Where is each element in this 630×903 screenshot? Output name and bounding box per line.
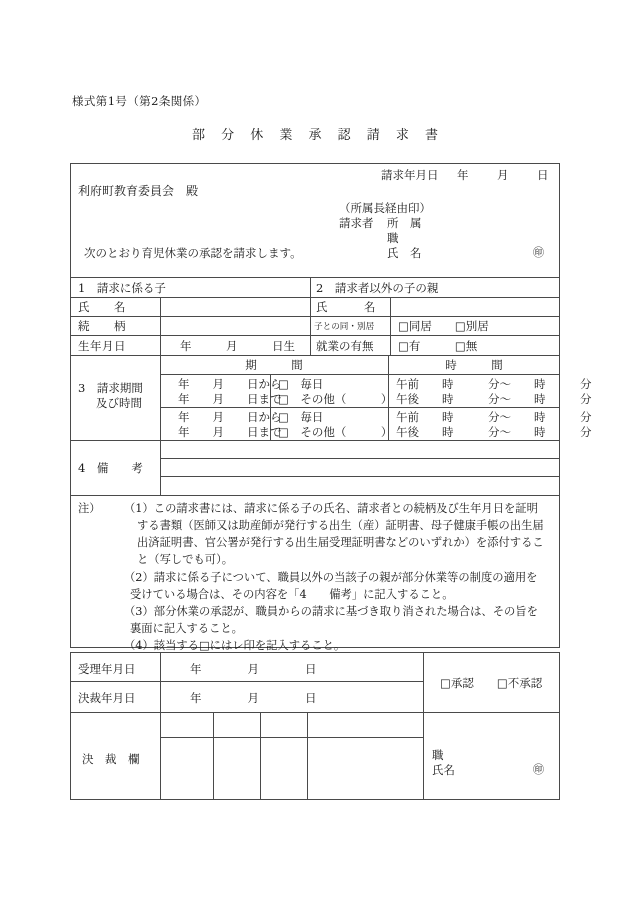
note-4-line-0: （4）該当する□にはレ印を記入すること。 — [124, 639, 346, 653]
sec1-row-1-value[interactable] — [168, 319, 304, 335]
stamp-cell-2[interactable] — [261, 740, 306, 798]
sec1-divider-0 — [70, 316, 310, 317]
request-date-year[interactable]: 年 — [457, 168, 469, 182]
request-date-month[interactable]: 月 — [497, 168, 509, 182]
stamp-cell-3[interactable] — [308, 740, 422, 798]
section2-heading: 2 請求者以外の子の親 — [316, 281, 439, 295]
receipt-date-value[interactable]: 年 月 日 — [190, 662, 317, 676]
sec3-heading-line1: 3 請求期間 — [78, 381, 143, 395]
officer-seal-mark: ㊞ — [533, 763, 544, 776]
sec2-row-0-value[interactable] — [398, 300, 554, 316]
addressee: 利府町教育委員会 殿 — [78, 184, 199, 198]
notes-label: 注） — [78, 502, 101, 515]
sec1-label-divider — [160, 297, 161, 355]
sec4-value[interactable] — [166, 445, 556, 491]
stamp-header-cell-1[interactable] — [214, 717, 259, 736]
sec3-block-1-time-am[interactable]: 午前 時 分～ 時 分 — [396, 410, 592, 424]
sec1-row-2-value[interactable]: 年 月 日生 — [180, 339, 295, 353]
name-label: 氏 名 — [387, 246, 422, 260]
requester-seal-mark: ㊞ — [533, 246, 544, 259]
decision-column-label: 決 裁 欄 — [82, 752, 140, 766]
sec3-heading-line2: 及び時間 — [96, 396, 142, 410]
divider-above-section3 — [70, 355, 560, 356]
stamp-cell-0[interactable] — [161, 740, 212, 798]
sec3-block-1-option-other[interactable]: □ その他（ ） — [278, 425, 393, 439]
via-chief-label: （所属長経由印） — [339, 201, 431, 215]
sec1-row-0-label: 氏 名 — [78, 300, 126, 314]
note-1-line-2: 出済証明書、官公署が発行する出生届受理証明書などのいずれか）を添付するこ — [137, 536, 544, 550]
sec3-col-time-header: 時 間 — [445, 358, 503, 372]
sec4-ruled-line-0 — [160, 458, 560, 459]
sec4-heading: 4 備 考 — [78, 461, 143, 475]
notes-body — [124, 500, 552, 654]
officer-position-label: 職 — [432, 748, 444, 762]
sec3-block-1-date-to[interactable]: 年 月 日まで — [178, 425, 282, 439]
sec2-divider-0 — [310, 316, 560, 317]
sec3-block-1-date-from[interactable]: 年 月 日から — [178, 410, 282, 424]
note-item-3 — [124, 603, 552, 637]
page-title: 部 分 休 業 承 認 請 求 書 — [191, 128, 445, 143]
request-date-day[interactable]: 日 — [537, 168, 549, 182]
request-date-label: 請求年月日 — [381, 168, 439, 182]
divider-header-bottom — [70, 277, 560, 278]
position-label: 職 — [387, 231, 399, 245]
sec3-header-divider — [160, 374, 560, 375]
sec2-label-divider — [390, 297, 391, 355]
note-3-line-0: （3）部分休業の承認が、職員からの請求に基づき取り消された場合は、その旨を — [124, 604, 538, 618]
sec2-row-0-label: 氏 名 — [316, 300, 376, 314]
note-1-line-1: する書類（医師又は助産師が発行する出生（産）証明書、母子健康手帳の出生届 — [137, 519, 544, 533]
divider-above-section4 — [70, 440, 560, 441]
receipt-date-label: 受理年月日 — [78, 662, 136, 676]
stamp-cell-1[interactable] — [214, 740, 259, 798]
sec3-block-0-option-other[interactable]: □ その他（ ） — [278, 392, 393, 406]
approval-result-options[interactable]: □承認 □不承認 — [440, 676, 543, 690]
section1-heading: 1 請求に係る子 — [78, 281, 166, 295]
note-2-line-1: 受けている場合は、その内容を「4 備考」に記入すること。 — [130, 587, 454, 601]
stamp-header-cell-2[interactable] — [261, 717, 306, 736]
sec3-col-period-header: 期 間 — [245, 358, 303, 372]
sec2-row-2-value[interactable]: □有 □無 — [398, 339, 478, 353]
request-statement: 次のとおり育児休業の承認を請求します。 — [84, 246, 302, 260]
sec1-row-2-label: 生年月日 — [78, 339, 126, 353]
sec1-row-0-value[interactable] — [168, 300, 304, 316]
note-item-2 — [124, 569, 552, 603]
divider-above-decision-column — [70, 712, 560, 713]
approval-divider-0 — [70, 681, 423, 682]
divider-above-notes — [70, 495, 560, 496]
sec2-row-1-label: 子との同・別居 — [314, 322, 375, 332]
sec4-ruled-line-1 — [160, 476, 560, 477]
sec2-row-2-label: 就業の有無 — [316, 339, 374, 353]
sec1-divider-1 — [70, 335, 310, 336]
note-2-line-0: （2）請求に係る子について、職員以外の当該子の親が部分休業等の制度の適用を — [124, 570, 538, 584]
divider-section-headings — [70, 297, 560, 298]
stamp-header-cell-3[interactable] — [308, 717, 422, 736]
note-1-line-3: と（写しでも可）。 — [137, 553, 234, 567]
sec4-label-divider — [160, 440, 161, 495]
requester-label: 請求者 — [339, 216, 374, 230]
decision-date-label: 決裁年月日 — [78, 691, 136, 705]
stamp-header-cell-0[interactable] — [161, 717, 212, 736]
form-number: 様式第1号（第2条関係） — [72, 94, 207, 108]
sec2-divider-1 — [310, 335, 560, 336]
affiliation-label: 所 属 — [387, 216, 422, 230]
sec3-block-1-option-daily[interactable]: □ 毎日 — [278, 410, 324, 424]
sec3-block-0-option-daily[interactable]: □ 毎日 — [278, 377, 324, 391]
sec2-row-1-value[interactable]: □同居 □別居 — [398, 319, 489, 333]
decision-date-value[interactable]: 年 月 日 — [190, 691, 317, 705]
sec3-block-0-date-to[interactable]: 年 月 日まで — [178, 392, 282, 406]
stamp-header-divider — [160, 737, 423, 738]
sec3-block-1-time-pm[interactable]: 午後 時 分～ 時 分 — [396, 425, 592, 439]
sec3-block-divider — [160, 407, 560, 408]
note-3-line-1: 裏面に記入すること。 — [130, 622, 243, 636]
approval-result-divider — [423, 652, 424, 800]
sec3-block-0-date-from[interactable]: 年 月 日から — [178, 377, 282, 391]
sec1-row-1-label: 続 柄 — [78, 319, 126, 333]
note-1-line-0: （1）この請求書には、請求に係る子の氏名、請求者との続柄及び生年月日を証明 — [124, 502, 538, 515]
note-item-1 — [124, 500, 552, 569]
sec3-block-0-time-am[interactable]: 午前 時 分～ 時 分 — [396, 377, 592, 391]
sec3-block-0-time-pm[interactable]: 午後 時 分～ 時 分 — [396, 392, 592, 406]
officer-name-label: 氏名 — [432, 763, 455, 777]
